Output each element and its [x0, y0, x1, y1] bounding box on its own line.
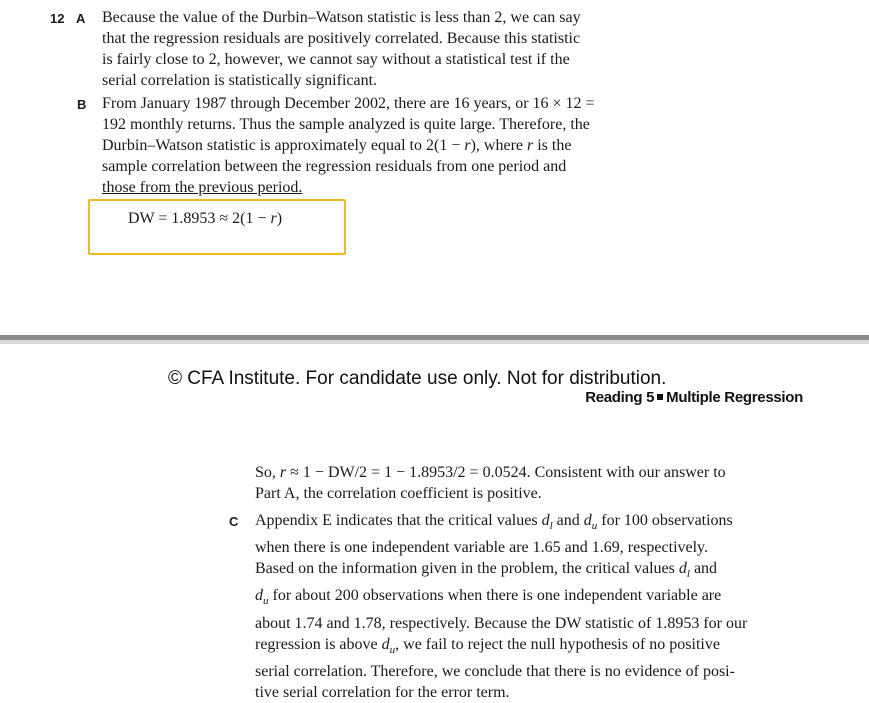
part-b-paragraph: [102, 93, 595, 198]
text-line: Because the value of the Durbin–Watson statistic is less than 2, we can say: [102, 9, 581, 26]
text-line: Part A, the correlation coefficient is positive.: [255, 485, 542, 502]
part-b-label: B: [77, 97, 87, 112]
copyright-notice: © CFA Institute. For candidate use only. Not for distribution.: [168, 368, 667, 389]
text-line: serial correlation. Therefore, we conclude that there is no evidence of posi-: [255, 662, 735, 680]
part-c-label: C: [229, 514, 239, 529]
text-line: about 1.74 and 1.78, respectively. Because the DW statistic of 1.8953 for our: [255, 614, 748, 632]
text-line: sample correlation between the regression residuals from one period and: [102, 158, 567, 175]
text-line: serial correlation is statistically significant.: [102, 72, 378, 89]
square-bullet-icon: [657, 394, 663, 400]
text-line: 192 monthly returns. Thus the sample analyzed is quite large. Therefore, the: [102, 116, 590, 133]
text-line: when there is one independent variable are 1.65 and 1.69, respectively.: [255, 539, 709, 557]
text-line: Appendix E indicates that the critical values $d_l$ and $d_u$ for 100 observations: [255, 512, 733, 533]
text-line: $d_u$ for about 200 observations when there is one independent variable are: [255, 587, 722, 608]
text-line: tive serial correlation for the error term.: [255, 683, 510, 701]
top-page-section: [0, 0, 869, 335]
reading-label: Reading 5: [585, 389, 655, 406]
text-line: Durbin–Watson statistic is approximately equal to 2(1 − r), where r is the: [102, 137, 572, 154]
dw-formula: DW = 1.8953 ≈ 2(1 − r): [128, 210, 283, 227]
text-line: So, r ≈ 1 − DW/2 = 1 − 1.8953/2 = 0.0524. Consistent with our answer to: [255, 464, 726, 481]
reading-title: Multiple Regression: [666, 389, 803, 406]
bottom-page-section: [0, 344, 869, 701]
text-line: From January 1987 through December 2002, there are 16 years, or 16 × 12 =: [102, 95, 595, 112]
question-number: 12: [50, 11, 65, 26]
text-line: is fairly close to 2, however, we cannot say without a statistical test if the: [102, 51, 570, 68]
part-a-paragraph: [102, 7, 581, 91]
part-a-label: A: [76, 11, 86, 26]
continuation-paragraph: [255, 462, 726, 504]
text-line: Based on the information given in the problem, the critical values $d_l$ and: [255, 560, 718, 581]
text-line: that the regression residuals are positively correlated. Because this statistic: [102, 30, 581, 47]
text-line: regression is above $d_u$, we fail to reject the null hypothesis of no positive: [255, 635, 720, 656]
running-header: [585, 389, 803, 406]
text-line: those from the previous period.: [102, 179, 303, 196]
part-c-paragraph: [255, 510, 747, 703]
